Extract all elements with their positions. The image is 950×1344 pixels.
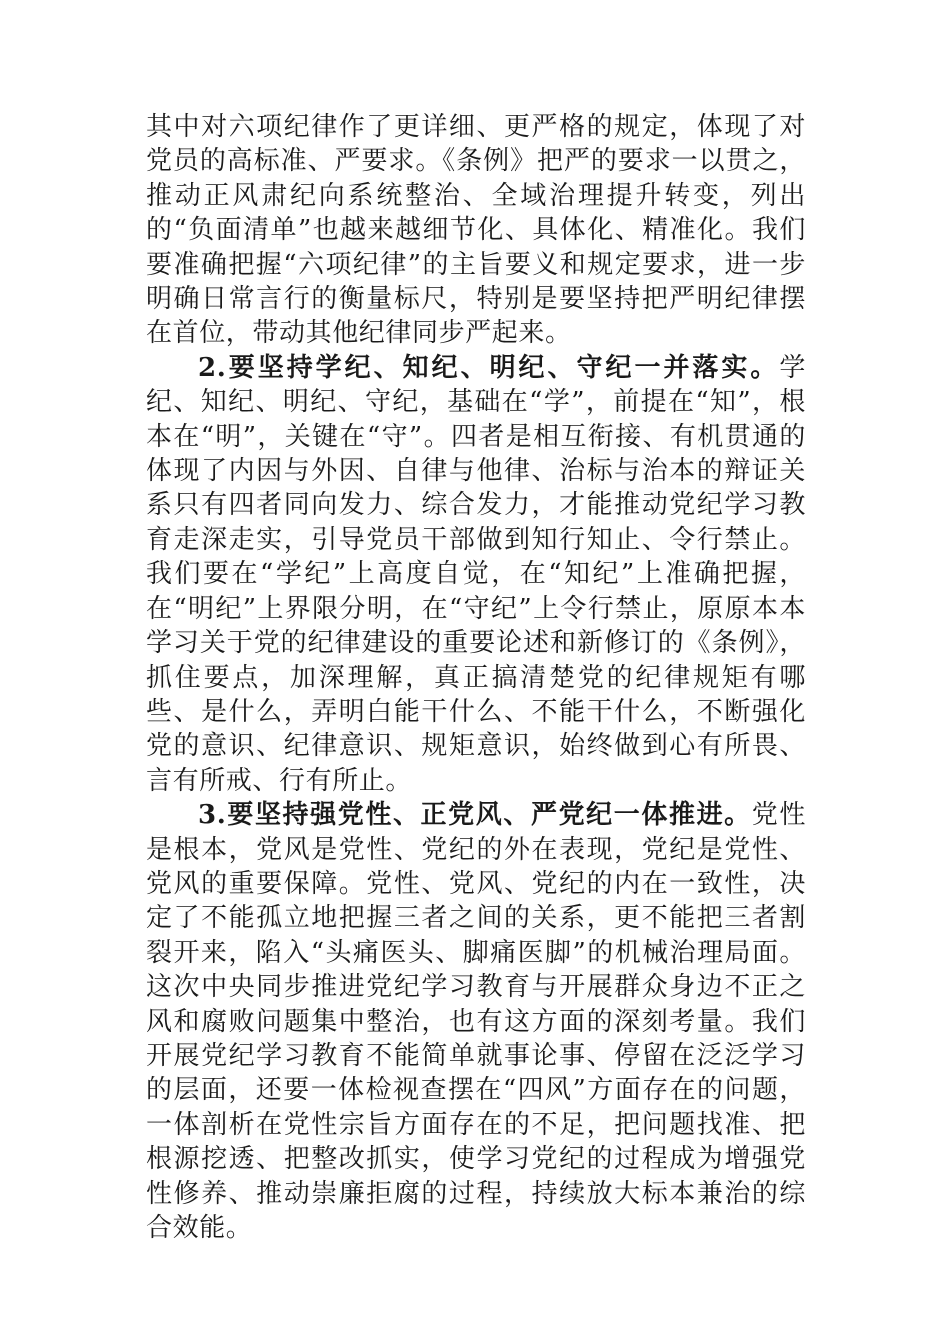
- paragraph-text: 其中对六项纪律作了更详细、更严格的规定，体现了对党员的高标准、严要求。《条例》把严的要求一以贯之，推动正风肃纪向系统整治、全域治理提升转变，列出的“负面清单”也越来越细节化、具体化、精准化。我们要准确把握“六项纪律”的主旨要义和规定要求，进一步明确日常言行的衡量标尺，特别是要坚持把严明纪律摆在首位，带动其他纪律同步严起来。: [146, 112, 806, 349]
- paragraph-text: 党性是根本，党风是党性、党纪的外在表现，党纪是党性、党风的重要保障。党性、党风、党纪的内在一致性，决定了不能孤立地把握三者之间的关系，更不能把三者割裂开来，陷入“头痛医头、脚痛医脚”的机械治理局面。这次中央同步推进党纪学习教育与开展群众身边不正之风和腐败问题集中整治，也有这方面的深刻考量。我们开展党纪学习教育不能简单就事论事、停留在泛泛学习的层面，还要一体检视查摆在“四风”方面存在的问题，一体剖析在党性宗旨方面存在的不足，把问题找准、把根源挖透、把整改抓实，使学习党纪的过程成为增强党性修养、推动崇廉拒腐的过程，持续放大标本兼治的综合效能。: [146, 800, 806, 1243]
- paragraph-continuation: [146, 110, 806, 351]
- paragraph-item-2: [146, 351, 806, 798]
- document-page: [146, 110, 806, 1245]
- paragraph-item-3: [146, 798, 806, 1245]
- paragraph-heading: 3.要坚持强党性、正党风、严党纪一体推进。: [198, 800, 752, 831]
- paragraph-heading: 2.要坚持学纪、知纪、明纪、守纪一并落实。: [198, 352, 780, 383]
- paragraph-text: 学纪、知纪、明纪、守纪，基础在“学”，前提在“知”，根本在“明”，关键在“守”。四者是相互衔接、有机贯通的体现了内因与外因、自律与他律、治标与治本的辩证关系只有四者同向发力、综合发力，才能推动党纪学习教育走深走实，引导党员干部做到知行知止、令行禁止。我们要在“学纪”上高度自觉，在“知纪”上准确把握，在“明纪”上界限分明，在“守纪”上令行禁止，原原本本学习关于党的纪律建设的重要论述和新修订的《条例》，抓住要点，加深理解，真正搞清楚党的纪律规矩有哪些、是什么，弄明白能干什么、不能干什么，不断强化党的意识、纪律意识、规矩意识，始终做到心有所畏、言有所戒、行有所止。: [146, 352, 806, 796]
